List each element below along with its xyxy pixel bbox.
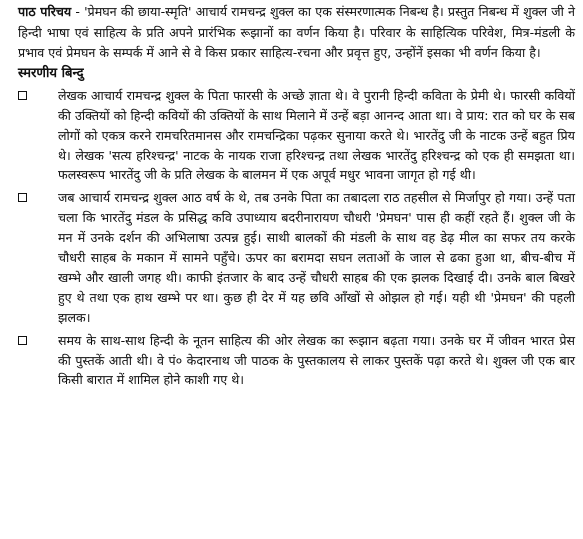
checkbox-bullet-icon [18, 193, 27, 202]
point-text: समय के साथ-साथ हिन्दी के नूतन साहित्य की ओर लेखक का रूझान बढ़ता गया। उनके घर में जीवन भारत प्रेस की पुस्तकें आती थी। वे पं० केदारनाथ जी पाठक के पुस्तकालय से लाकर पुस्तकें पढ़ा करते थे। शुक्ल जी एक बार किसी बारात में शामिल होने काशी गए थे। [58, 332, 575, 388]
section-heading: स्मरणीय बिन्दु [18, 65, 84, 81]
document-page [18, 2, 575, 390]
memorable-point [18, 86, 575, 186]
lesson-introduction [18, 2, 575, 64]
point-text: जब आचार्य रामचन्द्र शुक्ल आठ वर्ष के थे, तब उनके पिता का तबादला राठ तहसील से मिर्जापुर हो गया। उन्हें पता चला कि भारतेंदु मंडल के प्रसिद्ध कवि उपाध्याय बदरीनारायण चौधरी 'प्रेमघन' पास ही कहीं रहते हैं। शुक्ल जी के मन में उनके दर्शन की अभिलाषा उत्पन्न हुई। साथी बालकों की मंडली के साथ वह डेढ़ मील का सफर तय करके चौधरी साहब के मकान में सामने पहुँचे। ऊपर का बरामदा सघन लताओं के जाल से ढका हुआ था, बीच-बीच में खम्भे और खाली जगह थी। काफी इंतजार के बाद उन्हें चौधरी साहब की एक झलक दिखाई दी। उनके बाल बिखरे हुए थे तथा एक हाथ खम्भे पर था। कुछ ही देर में यह छवि आँखों से ओझल हो गई। यही थी 'प्रेमघन' की पहली झलक। [58, 190, 575, 325]
point-text: लेखक आचार्य रामचन्द्र शुक्ल के पिता फारसी के अच्छे ज्ञाता थे। वे पुरानी हिन्दी कविता के प्रेमी थे। फारसी कवियों की उक्तियों को हिन्दी कवियों की उक्तियों के साथ मिलाने में उन्हें बड़ा आनन्द आता था। वे प्राय: रात को घर के सब लोगों को एकत्र करने रामचरितमानस और रामचन्द्रिका पढ़कर सुनाया करते थे। भारतेंदु जी के नाटक उन्हें बहुत प्रिय थे। लेखक 'सत्य हरिश्चन्द्र' नाटक के नायक राजा हरिश्चन्द्र तथा लेखक भारतेंदु हरिश्चन्द्र को एक ही समझता था। फलस्वरूप भारतेंदु जी के प्रति लेखक के बालमन में एक अपूर्व मधुर भावना जागृत हो गई थी। [58, 87, 575, 183]
checkbox-bullet-icon [18, 91, 27, 100]
intro-text: - 'प्रेमघन की छाया-स्मृति' आचार्य रामचन्द्र शुक्ल का एक संस्मरणात्मक निबन्ध है। प्रस्तुत निबन्ध में शुक्ल जी ने हिन्दी भाषा एवं साहित्य के प्रति अपने प्रारंभिक रूझानों का वर्णन किया है। परिवार के साहित्यिक परिवेश, मित्र-मंडली के प्रभाव एवं प्रेमघन के सम्पर्क में आने से वे किस प्रकार साहित्य-रचना और प्रवृत्त हुए, उन्होंनें इसका भी वर्णन किया है। [18, 4, 576, 61]
checkbox-bullet-icon [18, 336, 27, 345]
memorable-point [18, 331, 575, 391]
memorable-point [18, 188, 575, 327]
intro-label: पाठ परिचय [18, 4, 72, 19]
